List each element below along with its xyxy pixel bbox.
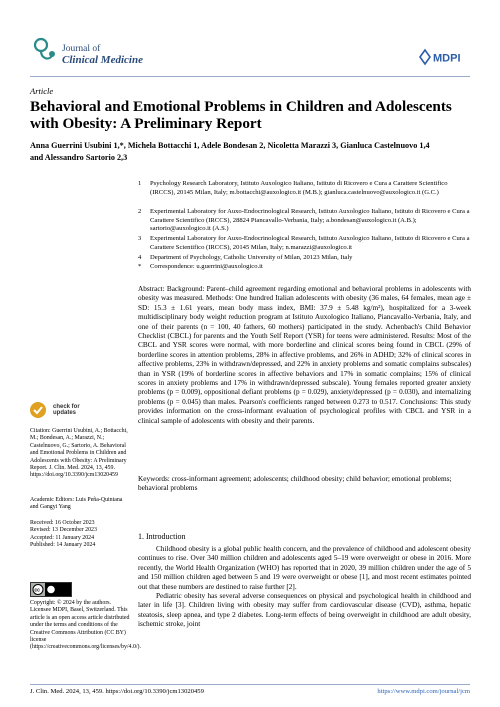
- svg-text:cc: cc: [34, 587, 40, 594]
- affiliation-2: 2 Experimental Laboratory for Auxo-Endocrinological Research, Istituto Auxologico Italiano, Istituto di Ricovero e Cura a Carattere Scientifico (IRCCS), 28824 Piancavallo-Verbania, Italy; a.bondesan@auxologico.it (A.B.); sartorio@auxologico.it (A.S.): [138, 208, 470, 232]
- academic-editors: Academic Editors: Luis Peña-Quintana and Gangyi Yang: [30, 497, 123, 511]
- footer-citation: J. Clin. Med. 2024, 13, 459. https://doi.org/10.3390/jcm13020459: [30, 688, 204, 695]
- accepted-date: Accepted: 11 January 2024: [30, 534, 95, 541]
- mdpi-logo: [418, 48, 470, 66]
- check-updates-icon: [30, 402, 46, 418]
- published-date: Published: 14 January 2024: [30, 542, 96, 549]
- journal-name-line1: Journal of: [62, 44, 101, 54]
- header-divider: [30, 76, 470, 77]
- footer-divider: [30, 684, 470, 685]
- affiliation-3: 3 Experimental Laboratory for Auxo-Endocrinological Research, Istituto Auxologico Italiano, Istituto di Ricovero e Cura a Carattere Scientifico (IRCCS), 20145 Milan, Italy; n.marazzi@auxologico.it: [138, 235, 470, 251]
- journal-name-line2: Clinical Medicine: [62, 54, 143, 66]
- affiliation-4: 4 Department of Psychology, Catholic University of Milan, 20123 Milan, Italy: [138, 254, 353, 261]
- affiliation-1: 1 Psychology Research Laboratory, Istituto Auxologico Italiano, Istituto di Ricovero e Cura a Carattere Scientifico (IRCCS), 20145 Milan, Italy; m.bottacchi@auxologico.it (M.B.); gianluca.castelnuovo@auxologico.it (G.C.): [138, 180, 448, 196]
- keywords: Keywords: cross-informant agreement; adolescents; childhood obesity; child behavior; emotional problems; behavioral problems: [138, 475, 452, 493]
- journal-logo-icon: [30, 36, 58, 66]
- paragraph: Pediatric obesity has several adverse consequences on physical and psychological health in childhood and later in life [3]. Children living with obesity may suffer from cardiovascular disease (CVD), asthma, hepatic steatosis, sleep apnea, and type 2 diabetes. Long-term effects of being overweight in childhood are adult obesity, ischemic stroke, joint: [138, 592, 471, 629]
- article-type: Article: [30, 86, 54, 96]
- paragraph: Childhood obesity is a global public health concern, and the prevalence of childhood and adolescent obesity continues to rise. Over 340 million children and adolescents aged 5–19 were overweight or obese in 2016. More recently, the World Health Organization (WHO) has reported that in 2020, 39 million children under the age of 5 and 150 million children aged between 5 and 19 were overweight or obese [1], and most recent estimates pointed out that these numbers are destined to raise further [2].: [138, 545, 471, 591]
- journal-url-link[interactable]: https://www.mdpi.com/journal/jcm: [377, 688, 470, 695]
- section-heading: 1. Introduction: [138, 532, 186, 541]
- author-line-1: Anna Guerrini Usubini 1,*, Michela Bottacchi 1, Adele Bondesan 2, Nicoletta Marazzi 3, Gianluca Castelnuovo 1,4: [30, 141, 430, 150]
- publication-dates: [30, 520, 130, 550]
- check-for-updates-button[interactable]: [30, 401, 80, 419]
- citation-block: Citation: Guerrini Usubini, A.; Bottacchi, M.; Bondesan, A.; Marazzi, N.; Castelnuovo, G.; Sartorio, A. Behavioral and Emotional Problems in Children and Adolescents with Obesity: A Preliminary Report. J. Clin. Med. 2024, 13, 459. https://doi.org/10.3390/jcm13020459: [30, 428, 128, 479]
- received-date: Received: 16 October 2023: [30, 520, 95, 526]
- cc-by-license-icon[interactable]: [30, 582, 72, 597]
- revised-date: Revised: 13 December 2023: [30, 527, 97, 534]
- publisher-name: MDPI: [433, 52, 461, 65]
- paper-title: Behavioral and Emotional Problems in Children and Adolescents with Obesity: A Preliminary Report: [30, 98, 452, 132]
- check-updates-line1: check for: [53, 403, 80, 410]
- author-list: [30, 140, 470, 164]
- introduction-body: [138, 545, 471, 630]
- copyright-notice: Copyright: © 2024 by the authors. Licensee MDPI, Basel, Switzerland. This article is an open access article distributed under the terms and conditions of the Creative Commons Attribution (CC BY) license (https://creativecommons.org/licenses/by/4.0/).: [30, 600, 141, 651]
- author-line-2: and Alessandro Sartorio 2,3: [30, 153, 128, 162]
- abstract: Abstract: Background: Parent–child agreement regarding emotional and behavioral problems in adolescents with obesity was measured. Methods: One hundred Italian adolescents with obesity (36 males, 64 females, mean age ± SD: 15.3 ± 1.61 years, mean body mass index, BMI: 37.9 ± 5.48 kg/m²), hospitalized for a 3-week multidisciplinary body weight reduction program at Istituto Auxologico Italiano, Piancavallo-Verbania, Italy, and one of their parents (n = 100, 40 fathers, 60 mothers) participated in the study. Achenbach's Child Behavior Checklist (CBCL) for parents and the Youth Self Report (YSR) for teens were administered. Results: Most of the CBCL and YSR scores were normal, with more borderline and clinical scores being found in CBCL (29% of borderline scores in attention problems, 28% in affective problems, and 26% in ADHD; 32% of clinical scores in affective problems, 23% in withdrawn/depressed, and 22% in anxiety problems and somatic complains subscales) than in YSR (19% of borderline scores in affective behaviors and 17% in somatic complains; 15% of clinical scores in anxiety problems and 17% in withdrawn/depressed subscale). Young females reported greater anxiety problems (p = 0.009), oppositional defiant problems (p = 0.029), anxiety/depressed (p = 0.030), and internalizing problems (p = 0.045) than males. Pearson's coefficients ranged between 0.273 to 0.517. Conclusions: This study provides information on the cross-informant evaluation of psychological profiles with CBCL and YSR in a clinical sample of adolescents with obesity and their parents.: [138, 285, 471, 425]
- check-updates-line2: updates: [53, 410, 77, 417]
- journal-name: [62, 44, 143, 66]
- affiliation-correspondence: * Correspondence: u.guerrini@auxologico.it: [138, 263, 263, 270]
